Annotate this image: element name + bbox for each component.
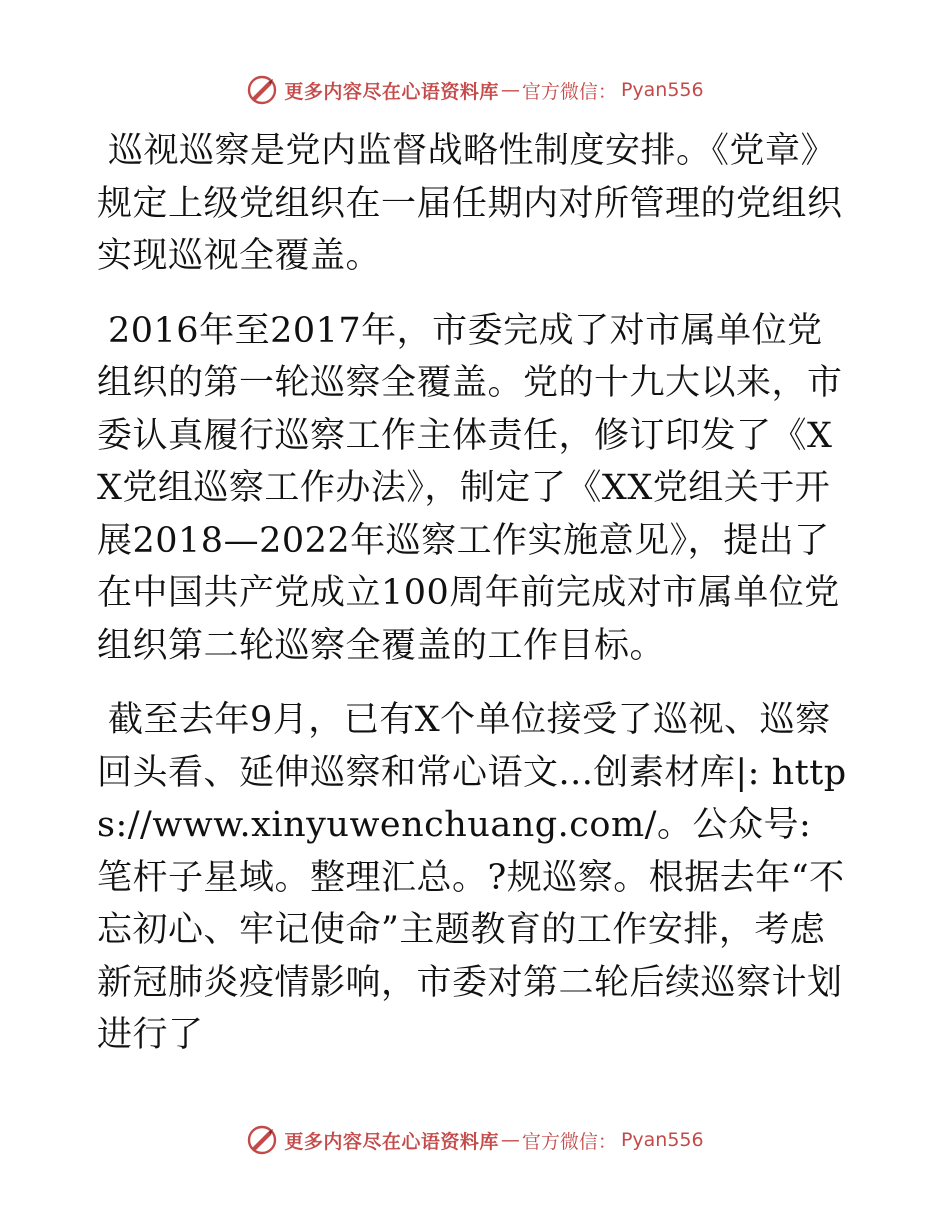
banner-separator: —: [500, 79, 520, 101]
paragraph-3: 截至去年9月，已有X个单位接受了巡视、巡察回头看、延伸巡察和常心语文...创素材库|: https://www.xinyuwenchuang.com/。公众号: 笔杆子星域。整理汇总。?规巡察。根据去年“不忘初心、牢记使命”主题教育的工作安排，考虑新冠肺炎疫情影响，市委对第二轮后续巡察计划进行了: [97, 700, 847, 1055]
banner-wechat-label: 官方微信：: [521, 1130, 617, 1153]
banner-title: 更多内容尽在心语资料库: [284, 80, 499, 103]
footer-watermark-banner: [0, 1120, 950, 1160]
banner-separator: —: [500, 1129, 520, 1151]
banner-wechat-id: Pyan556: [620, 1129, 704, 1151]
document-body: [97, 125, 857, 1084]
paragraph-1: 巡视巡察是党内监督战略性制度安排。《党章》规定上级党组织在一届任期内对所管理的党组织实现巡视全覆盖。: [97, 131, 843, 276]
header-watermark-banner: [0, 70, 950, 110]
quill-logo-icon: [246, 74, 278, 106]
banner-title: 更多内容尽在心语资料库: [284, 1130, 499, 1153]
paragraph-2: 2016年至2017年，市委完成了对市属单位党组织的第一轮巡察全覆盖。党的十九大以来，市委认真履行巡察工作主体责任，修订印发了《XX党组巡察工作办法》，制定了《XX党组关于开展2018—2022年巡察工作实施意见》，提出了在中国共产党成立100周年前完成对市属单位党组织第二轮巡察全覆盖的工作目标。: [97, 310, 843, 666]
banner-wechat-label: 官方微信：: [521, 80, 617, 103]
quill-logo-icon: [246, 1124, 278, 1156]
banner-wechat-id: Pyan556: [620, 79, 704, 101]
